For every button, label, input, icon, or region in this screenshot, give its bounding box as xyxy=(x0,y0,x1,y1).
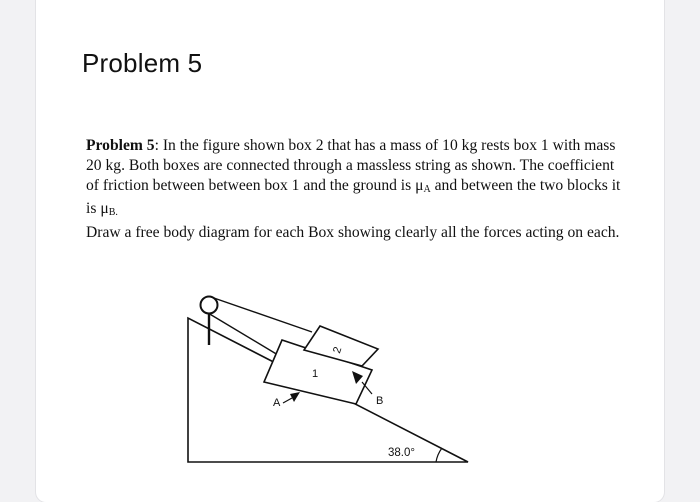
mu-a-symbol: μ xyxy=(415,176,424,194)
string-upper xyxy=(211,297,312,332)
point-b-label: B xyxy=(376,395,384,407)
mu-b-symbol: μ xyxy=(100,200,109,218)
mu-a-subscript: A xyxy=(423,183,431,195)
angle-label: 38.0° xyxy=(388,447,415,459)
page-title: Problem 5 xyxy=(82,48,203,78)
problem-label: Problem 5 xyxy=(86,137,155,154)
problem-colon: : xyxy=(154,137,159,154)
box-2-label: 2 xyxy=(331,345,345,355)
box-1-label: 1 xyxy=(312,368,319,380)
arrow-a-head xyxy=(290,392,300,402)
point-a-label: A xyxy=(273,397,281,409)
problem-instruction: Draw a free body diagram for each Box showing clearly all the forces acting on each. xyxy=(86,224,620,242)
problem-text-2: and between the two blocks it is xyxy=(86,176,621,218)
mu-b-subscript: B. xyxy=(108,207,118,219)
problem-text-1: In the figure shown box 2 that has a mass of 10 kg rests box 1 with mass 20 kg. Both boxes are connected through a massless string as shown. The coefficient of friction between between box 1 and the ground is xyxy=(86,137,616,194)
arrow-a-shaft xyxy=(283,398,292,403)
angle-arc xyxy=(436,448,442,462)
